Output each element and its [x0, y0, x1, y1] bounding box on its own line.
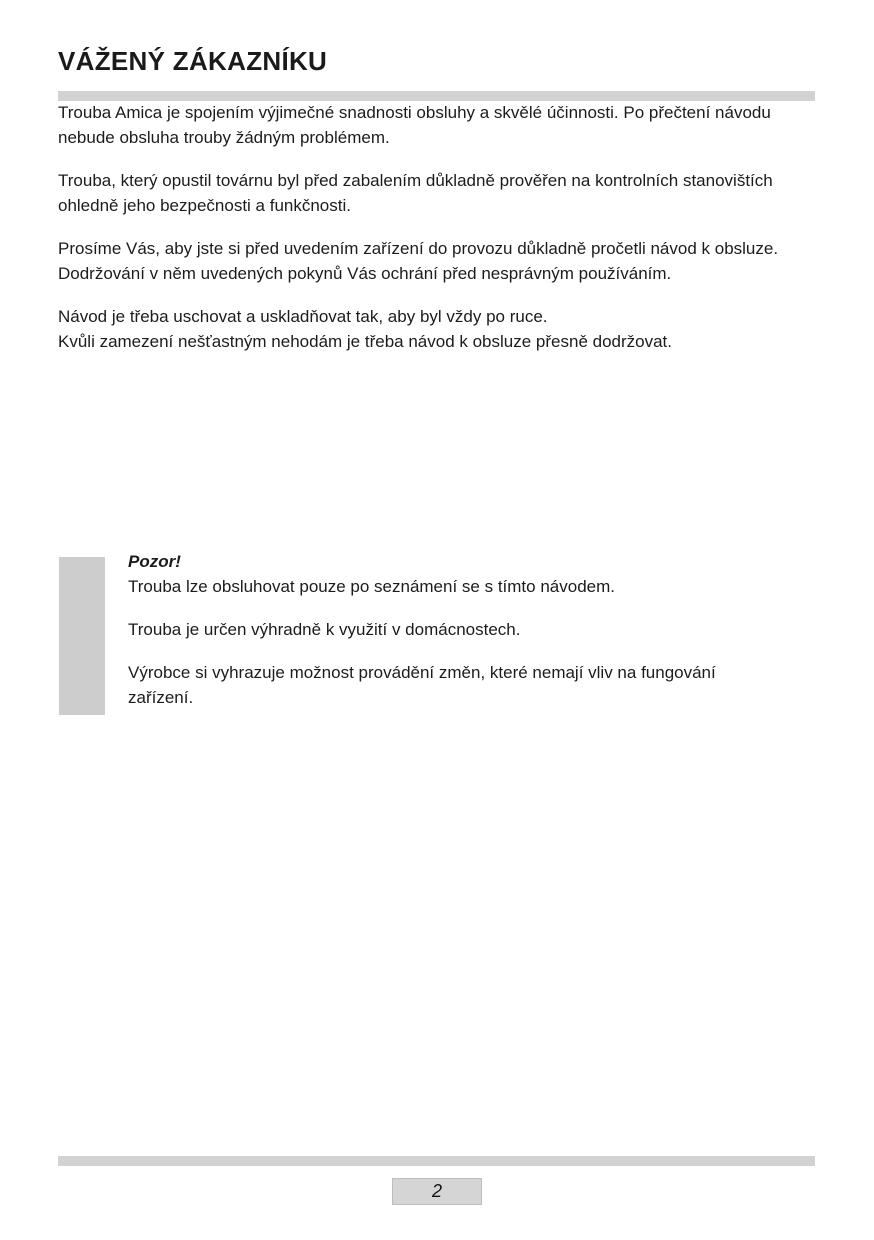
notice-marker-bar [59, 557, 105, 715]
paragraph-line: Návod je třeba uschovat a uskladňovat tak, aby byl vždy po ruce. [58, 307, 548, 326]
paragraph-line: Dodržování v něm uvedených pokynů Vás ochrání před nesprávným používáním. [58, 264, 672, 283]
notice-title: Pozor! [128, 552, 181, 571]
page-number-badge: 2 [392, 1178, 482, 1205]
spacer [128, 642, 818, 660]
paragraph-line: Trouba Amica je spojením výjimečné snadnosti obsluhy a skvělé účinnosti. Po přečtení návodu [58, 103, 771, 122]
notice-line: Trouba lze obsluhovat pouze po seznámení se s tímto návodem. [128, 577, 615, 596]
paragraph-line: ohledně jeho bezpečnosti a funkčnosti. [58, 196, 351, 215]
intro-paragraphs [58, 100, 818, 372]
intro-paragraph [58, 304, 818, 354]
paragraph-line: Prosíme Vás, aby jste si před uvedením zařízení do provozu důkladně pročetli návod k obsluze. [58, 239, 779, 258]
footer-rule [58, 1156, 815, 1166]
paragraph-line: nebude obsluha trouby žádným problémem. [58, 128, 390, 147]
page-title: VÁŽENÝ ZÁKAZNÍKU [58, 46, 328, 76]
notice-line: Výrobce si vyhrazuje možnost provádění změn, které nemají vliv na fungování [128, 663, 716, 682]
spacer [128, 599, 818, 617]
paragraph-line: Trouba, který opustil továrnu byl před zabalením důkladně prověřen na kontrolních stanovištích [58, 171, 773, 190]
paragraph-line: Kvůli zamezení nešťastným nehodám je třeba návod k obsluze přesně dodržovat. [58, 332, 673, 351]
intro-paragraph [58, 168, 818, 218]
notice-line: zařízení. [128, 688, 194, 707]
notice-block [128, 549, 818, 710]
intro-paragraph [58, 236, 818, 286]
intro-paragraph [58, 100, 818, 150]
notice-line: Trouba je určen výhradně k využití v domácnostech. [128, 620, 521, 639]
